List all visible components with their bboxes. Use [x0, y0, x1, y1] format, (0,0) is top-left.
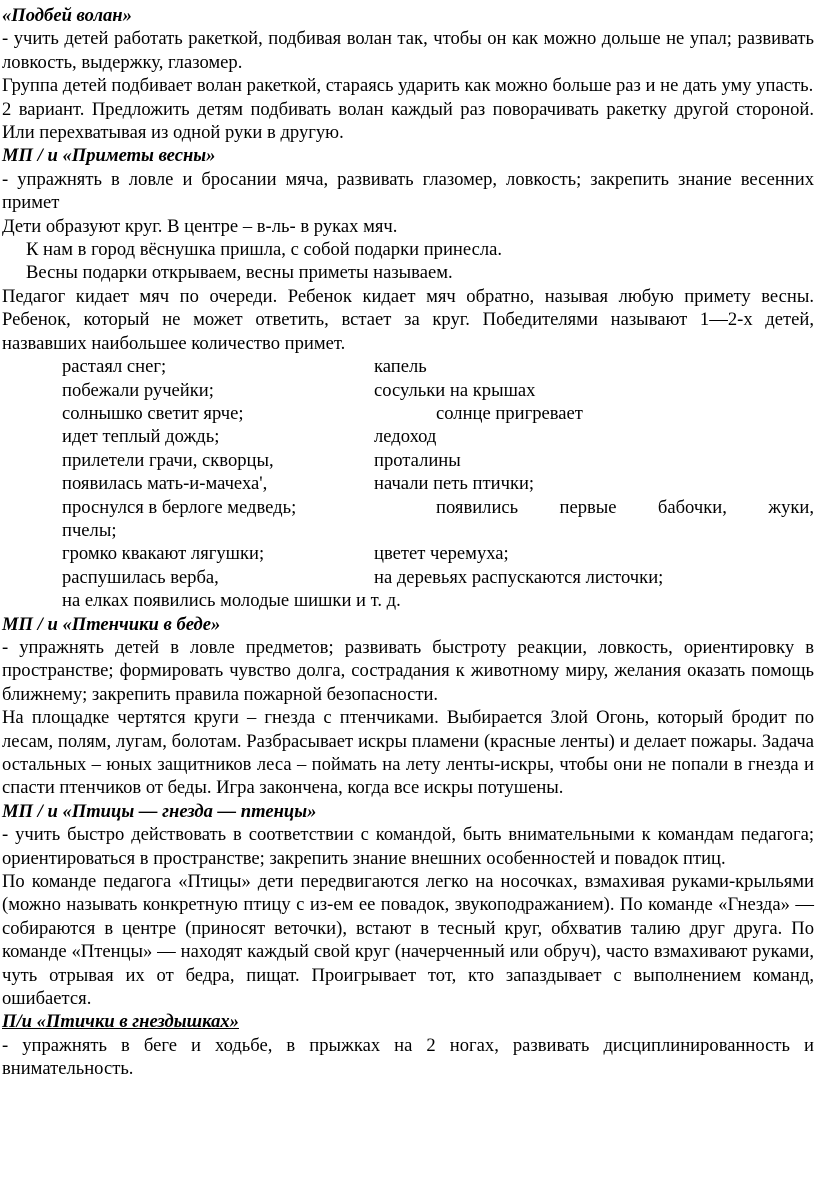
list-item [2, 519, 814, 542]
list-item [2, 496, 814, 519]
sign-right: ледоход [374, 426, 437, 448]
spring-intro: Дети образуют круг. В центре – в-ль- в руках мяч. [2, 215, 398, 237]
sign-right: появились первые бабочки, жуки, [436, 496, 814, 518]
sign-left: на елках появились молодые шишки и т. д. [62, 590, 401, 612]
sign-left: прилетели грачи, скворцы, [62, 449, 274, 471]
chicks-body: На площадке чертятся круги – гнезда с птенчиками. Выбирается Злой Огонь, который бродит по лесам, полям, лугам, болотам. Разбрасывает искры пламени (красные ленты) и делает пожары. Задача остальных – юных защитников леса – поймать на лету ленты-искры, чтобы они не попали в гнезда и спасти птенчиков от беды. Игра закончена, когда все искры потушены. [2, 707, 814, 799]
birds-body: По команде педагога «Птицы» дети передвигаются легко на носочках, взмахивая руками-крыльями (можно называть конкретную птицу с из-ем ее повадок, звукоподражанием). По команде «Гнезда» — собираются в центре (приносят веточки), встают в тесный круг, обхватив талию друг друга. По команде «Птенцы» — находят каждый свой круг (начерченный или обруч), часто взмахивают руками, чуть отрывая их от бедра, пищат. Проигрывает тот, кто запаздывает с выполнением команд, ошибается. [2, 871, 814, 1010]
spring-rules: Педагог кидает мяч по очереди. Ребенок кидает мяч обратно, называя любую примету весны. Ребенок, который не может ответить, встает за круг. Победителями называют 1—2-х детей, назвавших наибольшее количество примет. [2, 285, 814, 354]
section-title-badminton: «Подбей волан» [2, 5, 132, 26]
sign-right: проталины [374, 449, 461, 471]
section-title-chicks: МП / и «Птенчики в беде» [2, 613, 221, 635]
sign-right: сосульки на крышах [374, 379, 536, 401]
sign-left: распушилась верба, [62, 566, 219, 588]
sign-left: растаял снег; [62, 356, 167, 378]
badminton-goal: - учить детей работать ракеткой, подбивая волан так, чтобы он как можно дольше не упал; развивать ловкость, выдержку, глазомер. [2, 28, 814, 73]
badminton-variant: 2 вариант. Предложить детям подбивать волан каждый раз поворачивать ракетку другой стороной. Или перехватывая из одной руки в другую. [2, 98, 814, 144]
sign-right: начали петь птички; [374, 473, 535, 495]
sign-right: солнце пригревает [436, 402, 583, 424]
list-item [2, 472, 814, 495]
sign-left: громко квакают лягушки; [62, 543, 265, 565]
list-item [2, 379, 814, 402]
chicks-goal: - упражнять детей в ловле предметов; развивать быстроту реакции, ловкость, ориентировку в пространстве; формировать чувство долга, сострадания к животному миру, желания оказать помощь ближнему; закрепить правила пожарной безопасности. [2, 636, 814, 705]
section-title-birds-nests: МП / и «Птицы — гнезда — птенцы» [2, 800, 317, 822]
section-title-spring-signs: МП / и «Приметы весны» [2, 145, 216, 167]
sign-right: на деревьях распускаются листочки; [374, 566, 664, 588]
birds-goal: - учить быстро действовать в соответствии с командой, быть внимательными к командам педагога; ориентироваться в пространстве; закрепить знание внешних особенностей и повадок птиц. [2, 824, 814, 869]
list-item [2, 449, 814, 472]
section-title-birds-in-nests: П/и «Птички в гнездышках» [2, 1011, 239, 1033]
sign-left: идет теплый дождь; [62, 426, 220, 448]
sign-left: появилась мать-и-мачеха', [62, 473, 268, 495]
sign-left: проснулся в берлоге медведь; [62, 496, 297, 518]
sign-right: капель [374, 356, 427, 378]
birds-in-nests-goal: - упражнять в беге и ходьбе, в прыжках на 2 ногах, развивать дисциплинированность и внимательность. [2, 1034, 814, 1080]
spring-poem-line: Весны подарки открываем, весны приметы называем. [26, 262, 453, 284]
spring-goal: - упражнять в ловле и бросании мяча, развивать глазомер, ловкость; закрепить знание весенних примет [2, 168, 814, 214]
sign-left: побежали ручейки; [62, 379, 214, 401]
list-item [2, 355, 814, 378]
list-item [2, 425, 814, 448]
list-item [2, 402, 814, 425]
spring-poem-line: К нам в город вёснушка пришла, с собой подарки принесла. [26, 239, 503, 261]
badminton-rules: Группа детей подбивает волан ракеткой, стараясь ударить как можно больше раз и не дать уму упасть. [2, 75, 814, 97]
sign-left: солнышко светит ярче; [62, 402, 244, 424]
spring-signs-list [2, 355, 814, 612]
list-item [2, 566, 814, 589]
list-item [2, 542, 814, 565]
sign-left: пчелы; [62, 519, 117, 541]
list-item [2, 589, 814, 612]
sign-right: цветет черемуха; [374, 543, 509, 565]
